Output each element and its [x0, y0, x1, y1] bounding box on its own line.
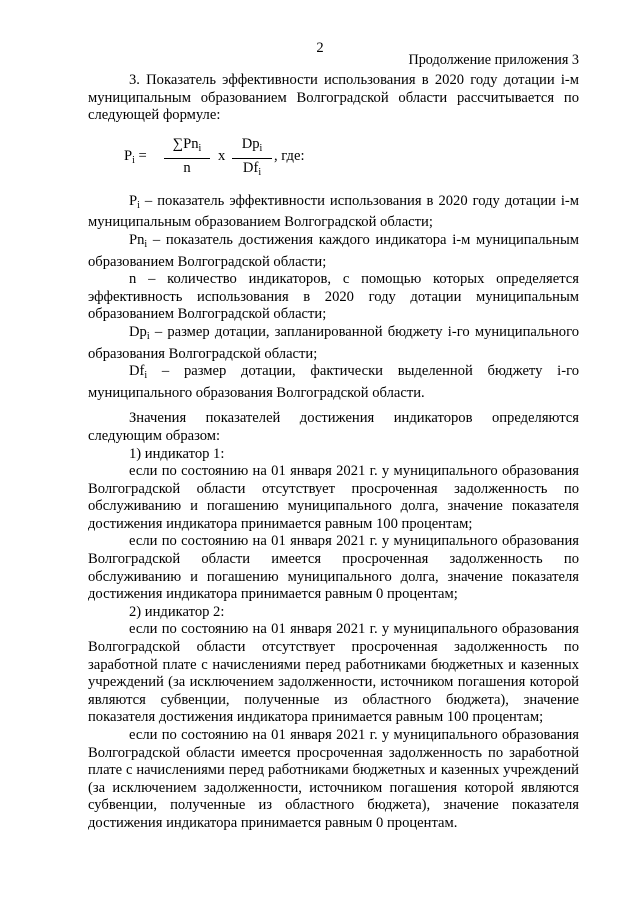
definition-p: $P_i$ – показатель эффективности использования в 2020 году дотации i-м муниципальным образованием Волгоградской области;	[88, 192, 579, 231]
page-number: 2	[316, 40, 324, 56]
definition-pn: $Pn_i$ – показатель достижения каждого индикатора i-м муниципальным образованием Волгоградской области;	[88, 231, 579, 270]
indicator-2-condition-a: если по состоянию на 01 января 2021 г. у муниципального образования Волгоградской области отсутствует просроченная задолженность по заработной плате с начислениями перед работниками бюджетных и казенных учреждений (за исключением задолженности, источником погашения которой являются субвенции, полученные из областного бюджета), значение показателя достижения индикатора принимается равным 100 процентам;	[88, 621, 579, 726]
paragraph-values-intro: Значения показателей достижения индикаторов определяются следующим образом:	[88, 410, 579, 444]
formula-lhs: $P_i$ =	[124, 147, 147, 166]
document-body	[88, 72, 579, 833]
appendix-continuation-note: Продолжение приложения 3	[408, 52, 579, 68]
indicator-1-heading: 1) индикатор 1:	[129, 445, 225, 462]
efficiency-formula	[124, 135, 579, 181]
definition-df: $Df_i$ – размер дотации, фактически выделенной бюджету i-го муниципального образования Волгоградской области.	[88, 363, 579, 401]
definition-dp: $Dp_i$ – размер дотации, запланированной бюджету i-го муниципального образования Волгоградской области;	[88, 323, 579, 362]
formula-fraction-ratio: $Dp_i$ $Df_i$	[232, 135, 272, 182]
indicator-2-heading: 2) индикатор 2:	[129, 603, 225, 620]
indicator-1-condition-a: если по состоянию на 01 января 2021 г. у муниципального образования Волгоградской области отсутствует просроченная задолженность по обслуживанию и погашению муниципального долга, значение показателя достижения индикатора принимается равным 100 процентам;	[88, 463, 579, 532]
paragraph-indicator-intro: 3. Показатель эффективности использования в 2020 году дотации i-м муниципальным образованием Волгоградской области рассчитывается по следующей формуле:	[88, 72, 579, 124]
formula-fraction-sum: $\sum Pn_i$ n	[164, 135, 210, 178]
definition-n: n – количество индикаторов, с помощью которых определяется эффективность использования в 2020 году дотации муниципальным образованием Волгоградской области;	[88, 271, 579, 323]
formula-multiply-sign: x	[218, 147, 226, 164]
indicator-1-condition-b: если по состоянию на 01 января 2021 г. у муниципального образования Волгоградской области имеется просроченная задолженность по обслуживанию и погашению муниципального долга, значение показателя достижения индикатора принимается равным 0 процентам;	[88, 533, 579, 603]
indicator-2-condition-b: если по состоянию на 01 января 2021 г. у муниципального образования Волгоградской области имеется просроченная задолженность по заработной плате с начислениями перед работниками бюджетных и казенных учреждений (за исключением задолженности, источником погашения которой являются субвенции, полученные из областного бюджета), значение показателя достижения индикатора принимается равным 0 процентам.	[88, 727, 579, 831]
formula-tail: , где:	[274, 147, 305, 164]
